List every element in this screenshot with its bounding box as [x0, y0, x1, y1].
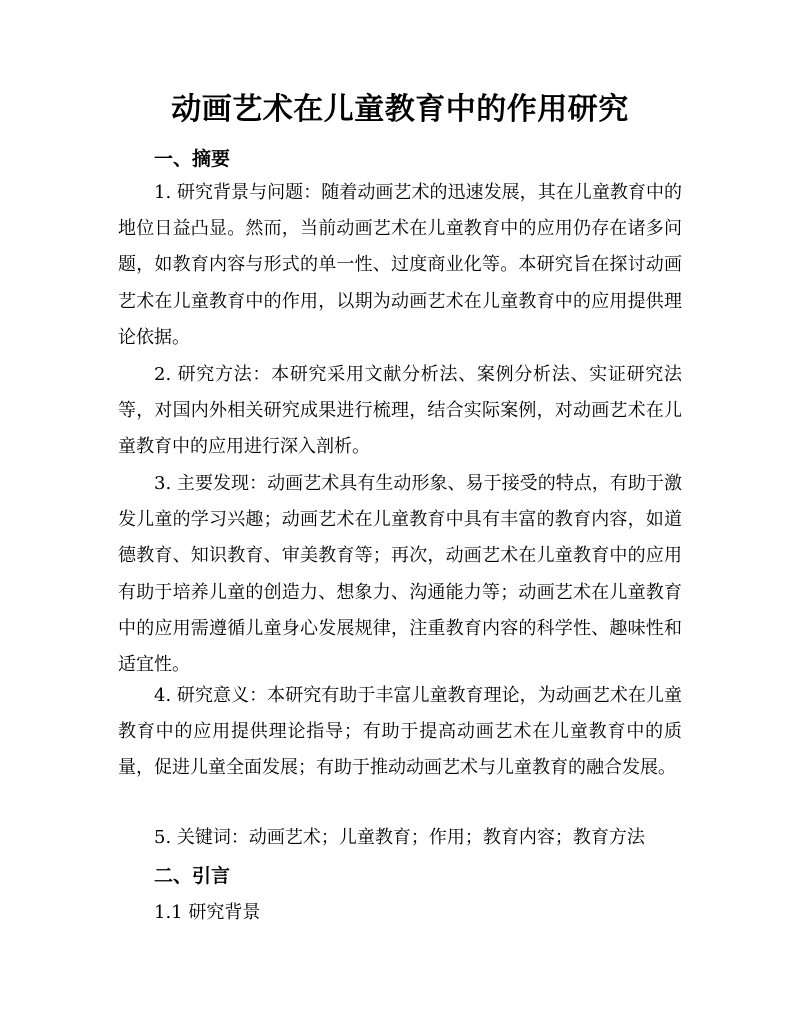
section-heading-abstract: 一、摘要 — [154, 148, 231, 170]
abstract-paragraph-keywords: 5. 关键词：动画艺术；儿童教育；作用；教育内容；教育方法 — [154, 827, 645, 848]
abstract-paragraph-background: 1. 研究背景与问题：随着动画艺术的迅速发展，其在儿童教育中的地位日益凸显。然而，当前动画艺术在儿童教育中的应用仍存在诸多问题，如教育内容与形式的单一性、过度商业化等。本研究旨在探讨动画艺术在儿童教育中的作用，以期为动画艺术在儿童教育中的应用提供理论依据。 — [118, 182, 682, 348]
document-title: 动画艺术在儿童教育中的作用研究 — [171, 92, 629, 127]
abstract-paragraph-significance: 4. 研究意义：本研究有助于丰富儿童教育理论，为动画艺术在儿童教育中的应用提供理论指导；有助于提高动画艺术在儿童教育中的质量，促进儿童全面发展；有助于推动动画艺术与儿童教育的融合发展。 — [118, 685, 682, 779]
subsection-heading-background: 1.1 研究背景 — [154, 902, 261, 923]
abstract-paragraph-findings: 3. 主要发现：动画艺术具有生动形象、易于接受的特点，有助于激发儿童的学习兴趣；动画艺术在儿童教育中具有丰富的教育内容，如道德教育、知识教育、审美教育等；再次，动画艺术在儿童教育中的应用有助于培养儿童的创造力、想象力、沟通能力等；动画艺术在儿童教育中的应用需遵循儿童身心发展规律，注重教育内容的科学性、趣味性和适宜性。 — [118, 473, 682, 676]
section-heading-introduction: 二、引言 — [154, 865, 231, 887]
abstract-paragraph-method: 2. 研究方法：本研究采用文献分析法、案例分析法、实证研究法等，对国内外相关研究成果进行梳理，结合实际案例，对动画艺术在儿童教育中的应用进行深入剖析。 — [118, 364, 682, 458]
